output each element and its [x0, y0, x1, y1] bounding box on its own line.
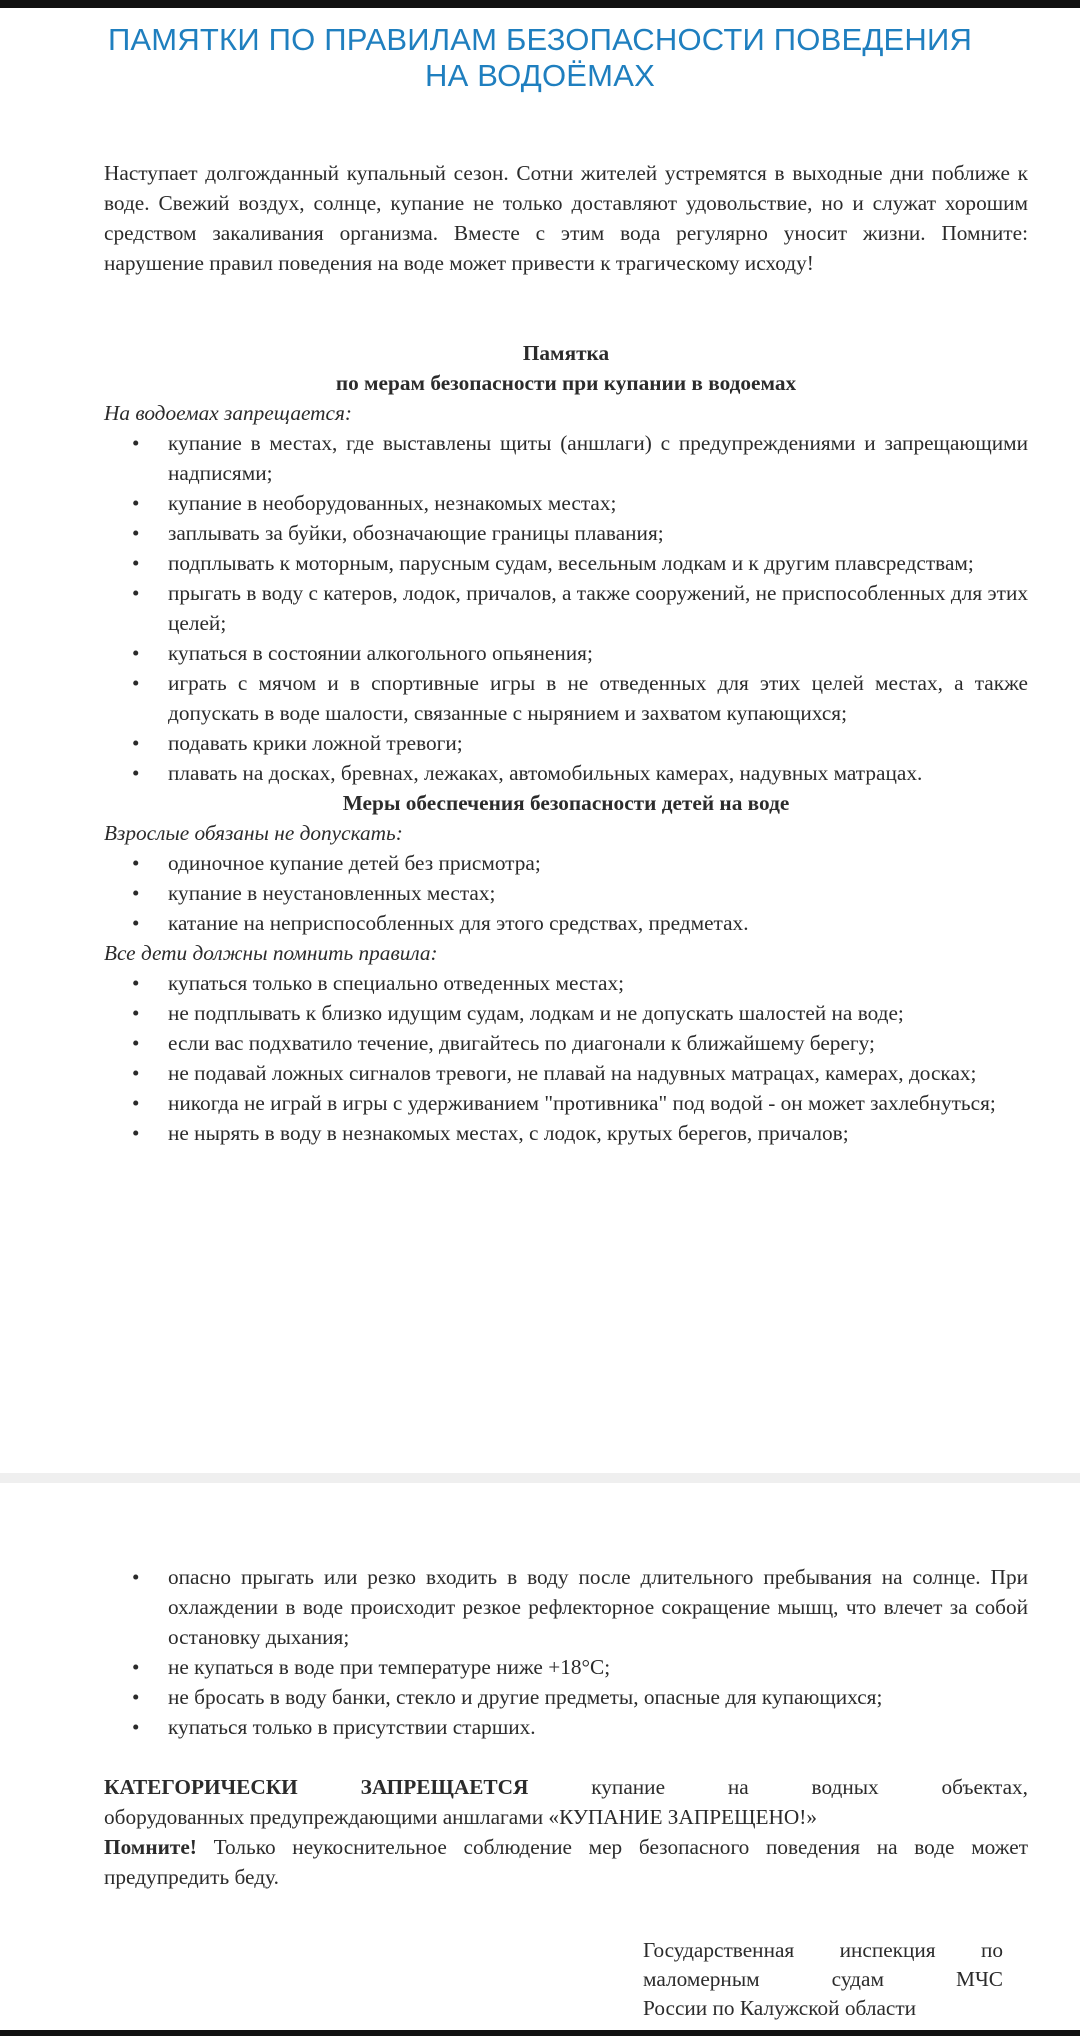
intro-paragraph: Наступает долгожданный купальный сезон. Сотни жителей устремятся в выходные дни поближе к воде. Свежий воздух, солнце, купание не только доставляют удовольствие, но и служат хорошим средством закаливания организма. Вместе с этим вода регулярно уносит жизни. Помните: нарушение правил поведения на воде может привести к трагическому исходу! — [104, 161, 1028, 275]
signature-line-1: Государственная инспекция по — [643, 1938, 1003, 1962]
memo-heading: Памятка — [522, 341, 610, 365]
page-separator — [0, 1473, 1080, 1483]
list-item: • купание в местах, где выставлены щиты (аншлаги) с предупреждениями и запрещающими надписями; — [104, 428, 1028, 488]
list-item: • купание в неустановленных местах; — [104, 878, 1028, 908]
list-item: • прыгать в воду с катеров, лодок, причалов, а также сооружений, не приспособленных для этих целей; — [104, 578, 1028, 638]
list-item: • купание в необорудованных, незнакомых местах; — [104, 488, 1028, 518]
list-item: • никогда не играй в игры с удерживанием "противника" под водой - он может захлебнуться; — [104, 1088, 1028, 1118]
list-item: • купаться только в присутствии старших. — [104, 1712, 1028, 1742]
page-2-content — [104, 1562, 1028, 1892]
categorical-bold: КАТЕГОРИЧЕСКИ ЗАПРЕЩАЕТСЯ — [104, 1775, 529, 1799]
kids-list-continued — [104, 1562, 1028, 1742]
list-item: • подавать крики ложной тревоги; — [104, 728, 1028, 758]
list-item: • не бросать в воду банки, стекло и другие предметы, опасные для купающихся; — [104, 1682, 1028, 1712]
bottom-edge-bar — [0, 2030, 1080, 2036]
signature-line-3: России по Калужской области — [643, 1996, 917, 2020]
title-line-2: НА ВОДОЁМАХ — [425, 58, 655, 93]
page-1-content — [104, 158, 1028, 1148]
memo-subheading: по мерам безопасности при купании в водоемах — [335, 371, 797, 395]
list-item: • заплывать за буйки, обозначающие границы плавания; — [104, 518, 1028, 548]
list-item: • не подплывать к близко идущим судам, лодкам и не допускать шалостей на воде; — [104, 998, 1028, 1028]
adults-label: Взрослые обязаны не допускать: — [104, 821, 403, 845]
title-line-1: ПАМЯТКИ ПО ПРАВИЛАМ БЕЗОПАСНОСТИ ПОВЕДЕНИЯ — [107, 22, 973, 57]
signature-block — [643, 1936, 1003, 2023]
list-item: • не купаться в воде при температуре ниже +18°С; — [104, 1652, 1028, 1682]
prohibited-label: На водоемах запрещается: — [104, 401, 353, 425]
categorical-rest: купание на водных объектах, — [591, 1775, 1028, 1799]
remember-text: Только неукоснительное соблюдение мер безопасного поведения на воде может предупредить беду. — [104, 1835, 1028, 1889]
remember-bold: Помните! — [104, 1835, 197, 1859]
kids-label: Все дети должны помнить правила: — [104, 941, 438, 965]
list-item: • подплывать к моторным, парусным судам, весельным лодкам и к другим плавсредствам; — [104, 548, 1028, 578]
categorical-warning — [104, 1772, 1028, 1832]
list-item: • не подавай ложных сигналов тревоги, не плавай на надувных матрацах, камерах, досках; — [104, 1058, 1028, 1088]
kids-list — [104, 968, 1028, 1148]
list-item: • плавать на досках, бревнах, лежаках, автомобильных камерах, надувных матрацах. — [104, 758, 1028, 788]
list-item: • если вас подхватило течение, двигайтесь по диагонали к ближайшему берегу; — [104, 1028, 1028, 1058]
list-item: • одиночное купание детей без присмотра; — [104, 848, 1028, 878]
top-edge-bar — [0, 0, 1080, 8]
list-item: • не нырять в воду в незнакомых местах, с лодок, крутых берегов, причалов; — [104, 1118, 1028, 1148]
categorical-line-2: оборудованных предупреждающими аншлагами «КУПАНИЕ ЗАПРЕЩЕНО!» — [104, 1805, 818, 1829]
list-item: • катание на неприспособленных для этого средствах, предметах. — [104, 908, 1028, 938]
adults-list — [104, 848, 1028, 938]
prohibited-list — [104, 428, 1028, 788]
children-safety-heading: Меры обеспечения безопасности детей на воде — [342, 791, 790, 815]
list-item: • купаться только в специально отведенных местах; — [104, 968, 1028, 998]
list-item: • купаться в состоянии алкогольного опьянения; — [104, 638, 1028, 668]
remember-paragraph — [104, 1832, 1028, 1892]
signature-line-2: маломерным судам МЧС — [643, 1967, 1003, 1991]
list-item: • опасно прыгать или резко входить в воду после длительного пребывания на солнце. При охлаждении в воде происходит резкое рефлекторное сокращение мышц, что влечет за собой остановку дыхания; — [104, 1562, 1028, 1652]
page-title — [60, 22, 1020, 94]
list-item: • играть с мячом и в спортивные игры в не отведенных для этих целей местах, а также допускать в воде шалости, связанные с нырянием и захватом купающихся; — [104, 668, 1028, 728]
